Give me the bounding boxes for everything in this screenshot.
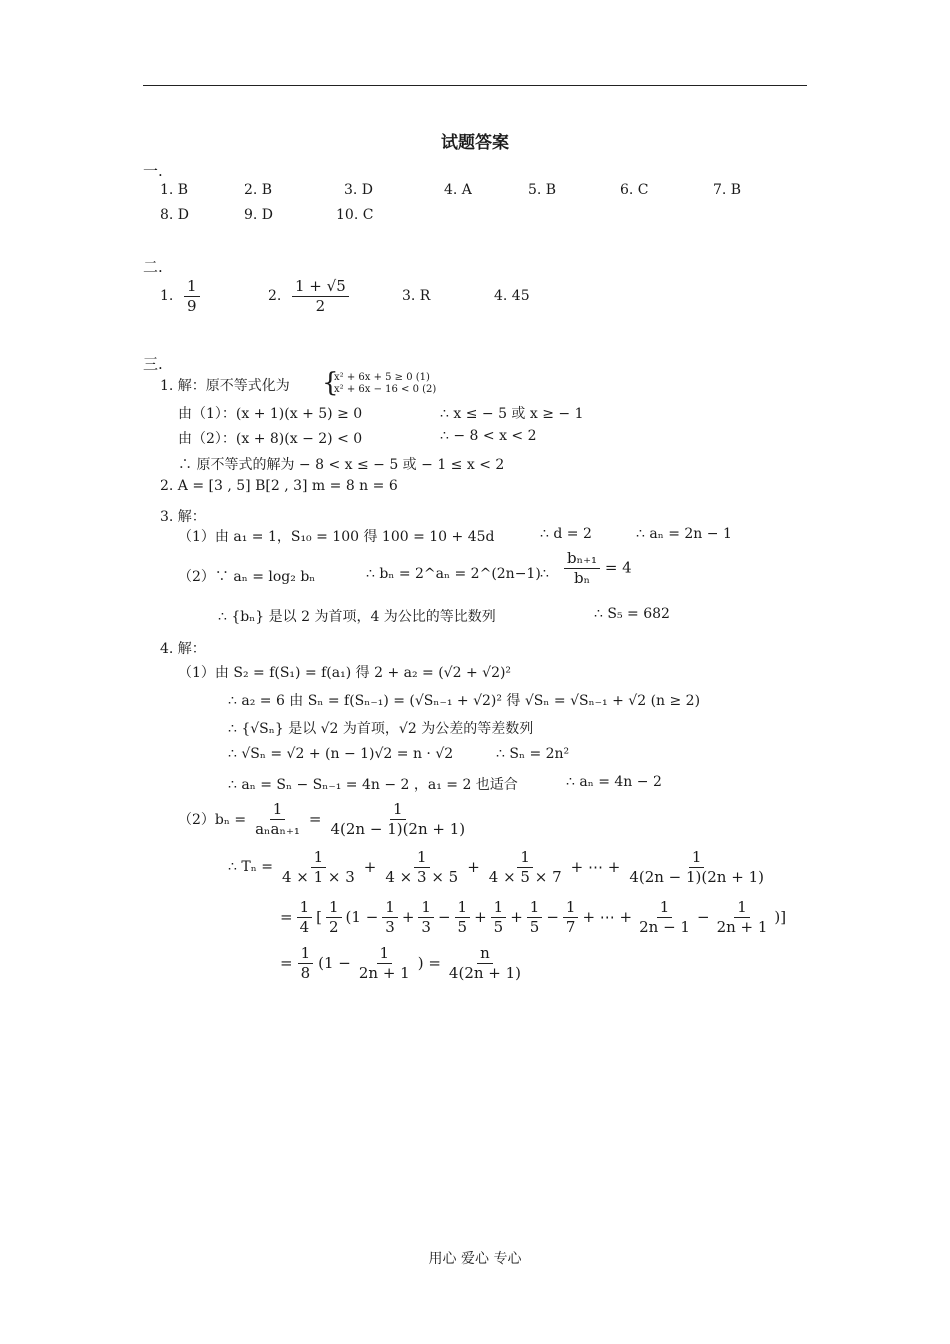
fraction-denominator: 2 [328,917,339,936]
fraction-numerator: 1 + √5 [292,277,349,297]
mcq-answer-9: 9. D [244,207,274,223]
fraction-denominator: 4 × 1 × 3 [281,867,355,886]
q1-line-1a: 由（1）：(x + 1)(x + 5) ≥ 0 [178,406,363,422]
fraction-denominator: 5 [529,917,540,936]
bn-label: （2）bₙ = [178,812,247,829]
fraction-numerator: 1 [382,898,398,918]
fraction-numerator: 1 [390,800,406,820]
mcq-answer-1: 1. B [160,182,189,198]
fraction-numerator: 1 [734,898,750,918]
fraction-denominator: aₙaₙ₊₁ [255,819,300,838]
fraction-numerator: 1 [298,944,314,964]
q1-line-2b: ∴ − 8 < x < 2 [440,428,537,444]
q3-heading: 3. 解： [160,509,206,525]
fraction-numerator: 1 [184,277,200,297]
fill-answer-2-label: 2. [268,288,282,304]
section-heading-1: 一. [143,162,163,180]
system-line-1: x² + 6x + 5 ≥ 0 (1) [334,372,430,383]
header-rule [143,85,807,86]
q4-part1-line-1: （1）由 S₂ = f(S₁) = f(a₁) 得 2 + a₂ = (√2 + √2)² [178,665,512,681]
q3-line-3b: ∴ S₅ = 682 [594,606,670,622]
q3-line-2b: ∴ bₙ = 2^aₙ = 2^(2n−1) [366,566,541,582]
fraction-numerator: n [477,944,493,964]
system-brace: { [322,368,339,398]
bracket-close: )] [774,908,787,927]
fraction-numerator: 1 [657,898,673,918]
mcq-answer-4: 4. A [444,182,472,198]
fraction-numerator: 1 [270,800,286,820]
fraction-denominator: 4 × 5 × 7 [488,867,562,886]
equals-sign: = [308,810,322,829]
q4-part1-line-4b: ∴ Sₙ = 2n² [496,746,570,762]
fraction-numerator: 1 [491,898,507,918]
mcq-answer-8: 8. D [160,207,190,223]
fraction-numerator: 1 [527,898,543,918]
fill-answer-3: 3. R [402,288,431,304]
page-footer: 用心 爱心 专心 [428,1251,522,1267]
fraction-denominator: 3 [421,917,431,936]
fraction-denominator: 2n − 1 [639,917,690,936]
paren-open: (1 − [345,908,379,927]
q3-line-1a: （1）由 a₁ = 1，S₁₀ = 100 得 100 = 10 + 45d [178,529,495,545]
fraction-denominator: 8 [300,963,311,982]
fraction-denominator: 2 [315,296,326,315]
q4-part1-line-4a: ∴ √Sₙ = √2 + (n − 1)√2 = n · √2 [228,746,454,762]
fraction-numerator: bₙ₊₁ [564,549,600,569]
paren-open: (1 − [318,954,351,973]
fraction-denominator: bₙ [573,568,591,587]
fill-answer-1-label: 1. [160,288,174,304]
fraction-denominator: 3 [385,917,395,936]
q3-line-2c: ∴ [540,566,549,582]
fraction-numerator: 1 [689,848,705,868]
mcq-answer-7: 7. B [713,182,742,198]
tn-label: ∴ Tₙ = [228,859,273,876]
mcq-answer-5: 5. B [528,182,557,198]
q3-ratio [564,549,632,588]
fill-answer-2 [292,277,349,316]
section-heading-3: 三. [143,355,163,373]
equals-sign: = [280,908,293,927]
plus-sign: + [363,858,377,877]
page-title: 试题答案 [441,133,509,153]
fraction-denominator: 4(2n − 1)(2n + 1) [629,867,764,886]
operator: + [474,908,487,927]
operator: − [437,908,451,927]
q2-answer: 2. A = [3 , 5] B[2 , 3] m = 8 n = 6 [160,478,398,494]
bn-formula [178,800,468,839]
fraction-numerator: 1 [326,898,342,918]
q3-line-3a: ∴ {bₙ} 是以 2 为首项，4 为公比的等比数列 [218,609,496,625]
q4-part1-line-5a: ∴ aₙ = Sₙ − Sₙ₋₁ = 4n − 2 ，a₁ = 2 也适合 [228,777,518,793]
fraction-numerator: 1 [311,848,327,868]
mcq-answer-10: 10. C [336,207,374,223]
fraction-denominator: 2n + 1 [358,963,410,982]
operator: + [510,908,523,927]
fraction-denominator: 4(2n − 1)(2n + 1) [330,819,466,838]
operator: − [546,908,559,927]
plus-sign: + [467,858,480,877]
fraction-denominator: 5 [493,917,504,936]
bracket-open: [ [316,908,322,927]
system-line-2: x² + 6x − 16 < 0 (2) [334,384,437,395]
mcq-answer-3: 3. D [344,182,374,198]
q1-line-3: ∴ 原不等式的解为 − 8 < x ≤ − 5 或 − 1 ≤ x < 2 [178,457,505,473]
q4-part1-line-3: ∴ {√Sₙ} 是以 √2 为首项，√2 为公差的等差数列 [228,721,534,737]
fraction-denominator: 4 [299,917,310,936]
ellipsis-sum: + ⋯ + [570,858,621,877]
fill-answer-4: 4. 45 [494,288,530,304]
operator: − [696,908,710,927]
ratio-value: = 4 [604,558,632,577]
fraction-numerator: 1 [377,944,393,964]
tn-formula [228,848,767,887]
paren-close: ) = [417,954,441,973]
q3-line-1c: ∴ aₙ = 2n − 1 [636,526,732,542]
q4-heading: 4. 解： [160,641,206,657]
fraction-denominator: 4(2n + 1) [448,963,522,982]
tn-expansion [280,898,786,937]
mcq-answer-6: 6. C [620,182,649,198]
fraction-denominator: 9 [187,296,197,315]
fill-answer-1 [184,277,200,316]
operator: + ⋯ + [582,908,633,927]
q4-part1-line-5b: ∴ aₙ = 4n − 2 [566,774,662,790]
inequality-system [334,372,436,396]
fraction-numerator: 1 [418,898,434,918]
q4-part1-line-2: ∴ a₂ = 6 由 Sₙ = f(Sₙ₋₁) = (√Sₙ₋₁ + √2)² 得 √Sₙ = √Sₙ₋₁ + √2 (n ≥ 2) [228,693,701,709]
section-heading-2: 二. [143,258,163,276]
q1-intro: 1. 解：原不等式化为 [160,378,290,394]
fraction-numerator: 1 [563,898,579,918]
fraction-denominator: 7 [565,917,576,936]
fraction-numerator: 1 [414,848,430,868]
q1-line-2a: 由（2）：(x + 8)(x − 2) < 0 [178,431,363,447]
q3-line-2a: （2）∵ aₙ = log₂ bₙ [178,569,316,585]
q1-line-1b: ∴ x ≤ − 5 或 x ≥ − 1 [440,406,584,422]
tn-result [280,944,524,983]
fraction-numerator: 1 [517,848,533,868]
fraction-denominator: 4 × 3 × 5 [385,867,459,886]
operator: + [401,908,415,927]
mcq-answer-2: 2. B [244,182,273,198]
fraction-denominator: 5 [457,917,468,936]
fraction-numerator: 1 [455,898,471,918]
q3-line-1b: ∴ d = 2 [540,526,592,542]
fraction-numerator: 1 [297,898,313,918]
fraction-denominator: 2n + 1 [716,917,768,936]
equals-sign: = [280,954,293,973]
